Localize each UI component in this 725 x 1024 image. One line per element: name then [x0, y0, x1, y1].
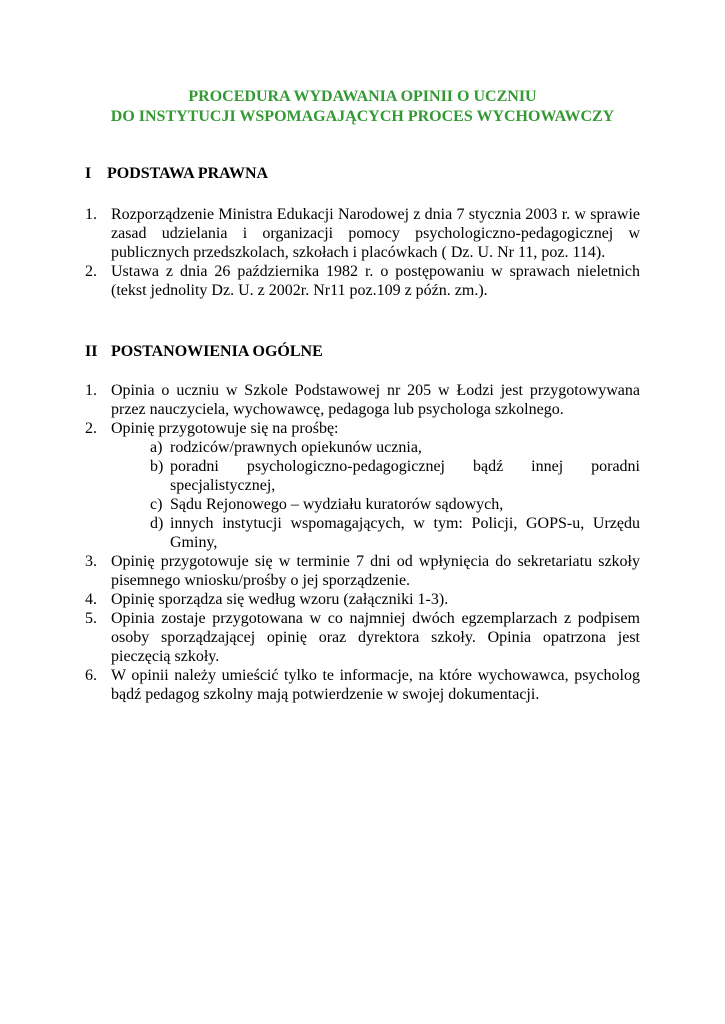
- list-item-text: Opinię przygotowuje się w terminie 7 dni od wpłynięcia do sekretariatu szkoły pisemnego wniosku/prośby o jej sporządzenie.: [111, 553, 640, 589]
- sub-list-item: [150, 457, 640, 495]
- sub-list-item: [150, 495, 640, 514]
- list-item-text: Opinię przygotowuje się na prośbę:: [111, 420, 339, 437]
- document-title-line-1: PROCEDURA WYDAWANIA OPINII O UCZNIU: [188, 88, 537, 105]
- list-marker: 5.: [85, 610, 97, 627]
- list-marker: 4.: [85, 591, 97, 608]
- list-item-text: Opinię sporządza się według wzoru (załączniki 1-3).: [111, 591, 449, 608]
- list-item-text: W opinii należy umieścić tylko te informacje, na które wychowawca, psycholog bądź pedagog szkolny mają potwierdzenie w swojej dokumentacji.: [111, 667, 640, 703]
- list-item: [85, 419, 640, 438]
- section-2-heading: [85, 342, 323, 362]
- list-marker: 1.: [85, 206, 97, 223]
- list-item: [85, 552, 640, 590]
- section-1-title: PODSTAWA PRAWNA: [107, 165, 269, 182]
- section-2-title: POSTANOWIENIA OGÓLNE: [111, 343, 323, 360]
- list-marker: 6.: [85, 667, 97, 684]
- list-marker: 2.: [85, 263, 97, 280]
- sub-list-item: [150, 438, 640, 457]
- sub-list-item: [150, 514, 640, 552]
- list-item-text: Opinia zostaje przygotowana w co najmniej dwóch egzemplarzach z podpisem osoby sporządzającej opinię oraz dyrektora szkoły. Opinia opatrzona jest pieczęcią szkoły.: [111, 610, 640, 665]
- list-item: [85, 666, 640, 704]
- sub-list-item-text: innych instytucji wspomagających, w tym: Policji, GOPS-u, Urzędu Gminy,: [170, 515, 640, 551]
- section-2-list: [85, 381, 640, 704]
- sub-list-marker: a): [150, 439, 163, 456]
- list-item: [85, 609, 640, 666]
- section-1-list: [85, 205, 640, 300]
- list-item-text: Ustawa z dnia 26 października 1982 r. o postępowaniu w sprawach nieletnich (tekst jednolity Dz. U. z 2002r. Nr11 poz.109 z późn. zm.).: [111, 263, 640, 299]
- list-item: [85, 262, 640, 300]
- section-2-number: II: [85, 343, 98, 360]
- section-1-heading: [85, 164, 268, 184]
- list-item: [85, 205, 640, 262]
- sub-list-marker: c): [150, 496, 163, 513]
- list-marker: 3.: [85, 553, 97, 570]
- sub-list-item-text: poradni psychologiczno-pedagogicznej bądź innej poradni specjalistycznej,: [170, 458, 640, 494]
- list-marker: 1.: [85, 382, 97, 399]
- sub-list-item-text: rodziców/prawnych opiekunów ucznia,: [170, 439, 422, 456]
- list-item: [85, 381, 640, 419]
- document-title-line-2: DO INSTYTUCJI WSPOMAGAJĄCYCH PROCES WYCHOWAWCZY: [110, 108, 615, 125]
- list-item-text: Rozporządzenie Ministra Edukacji Narodowej z dnia 7 stycznia 2003 r. w sprawie zasad udzielania i organizacji pomocy psychologiczno-pedagogicznej w publicznych przedszkolach, szkołach i placówkach ( Dz. U. Nr 11, poz. 114).: [111, 206, 640, 261]
- section-1-number: I: [85, 165, 92, 182]
- list-item: [85, 590, 640, 609]
- list-marker: 2.: [85, 420, 97, 437]
- sub-list-item-text: Sądu Rejonowego – wydziału kuratorów sądowych,: [170, 496, 504, 513]
- list-item-text: Opinia o uczniu w Szkole Podstawowej nr 205 w Łodzi jest przygotowywana przez nauczyciela, wychowawcę, pedagoga lub psychologa szkolnego.: [111, 382, 640, 418]
- sub-list-marker: d): [150, 515, 164, 532]
- sub-list-marker: b): [150, 458, 164, 475]
